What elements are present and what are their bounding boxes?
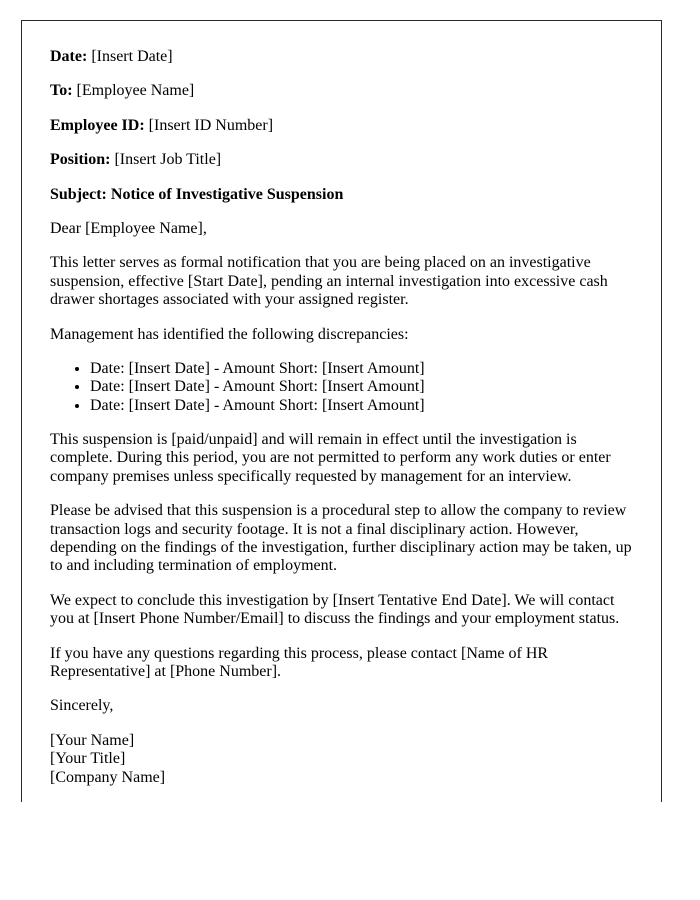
signature-block <box>50 732 640 787</box>
field-to-value: [Employee Name] <box>76 82 195 100</box>
field-date <box>50 48 640 66</box>
paragraph-discrepancies-intro: Management has identified the following discrepancies: <box>50 325 409 343</box>
field-position-label: Position: <box>50 151 111 169</box>
field-to <box>50 82 640 100</box>
discrepancy-item: • Date: [Insert Date] - Amount Short: [Insert Amount] <box>90 397 640 415</box>
subject-line: Subject: Notice of Investigative Suspension <box>50 185 344 203</box>
field-employee-id <box>50 117 640 135</box>
signature-title: [Your Title] <box>50 750 126 768</box>
closing: Sincerely, <box>50 697 114 715</box>
field-employee-id-value: [Insert ID Number] <box>148 116 274 134</box>
discrepancy-item: • Date: [Insert Date] - Amount Short: [Insert Amount] <box>90 378 640 396</box>
letter-document <box>21 20 662 802</box>
field-to-label: To: <box>50 82 73 100</box>
paragraph-procedural-note: Please be advised that this suspension is a procedural step to allow the company to review transaction logs and security footage. It is not a final disciplinary action. However, depending on the findings of the investigation, further disciplinary action may be taken, up to and including termination of employment. <box>50 502 632 575</box>
field-employee-id-label: Employee ID: <box>50 116 145 134</box>
discrepancy-item: • Date: [Insert Date] - Amount Short: [Insert Amount] <box>90 360 640 378</box>
field-position-value: [Insert Job Title] <box>114 151 222 169</box>
paragraph-intro: This letter serves as formal notification that you are being placed on an investigative suspension, effective [Start Date], pending an internal investigation into excessive cash drawer shortages associated with your assigned register. <box>50 254 608 309</box>
signature-company: [Company Name] <box>50 768 166 786</box>
salutation: Dear [Employee Name], <box>50 219 207 237</box>
signature-name: [Your Name] <box>50 731 135 749</box>
field-date-label: Date: <box>50 48 88 65</box>
paragraph-questions: If you have any questions regarding this process, please contact [Name of HR Representative] at [Phone Number]. <box>50 644 549 680</box>
paragraph-timeline: We expect to conclude this investigation by [Insert Tentative End Date]. We will contact you at [Insert Phone Number/Email] to discuss the findings and your employment status. <box>50 591 620 628</box>
discrepancy-list <box>50 360 640 415</box>
paragraph-suspension-terms: This suspension is [paid/unpaid] and will remain in effect until the investigation is complete. During this period, you are not permitted to perform any work duties or enter company premises unless specifically requested by management for an interview. <box>50 431 611 485</box>
field-position <box>50 151 640 169</box>
field-date-value: [Insert Date] <box>91 48 173 65</box>
